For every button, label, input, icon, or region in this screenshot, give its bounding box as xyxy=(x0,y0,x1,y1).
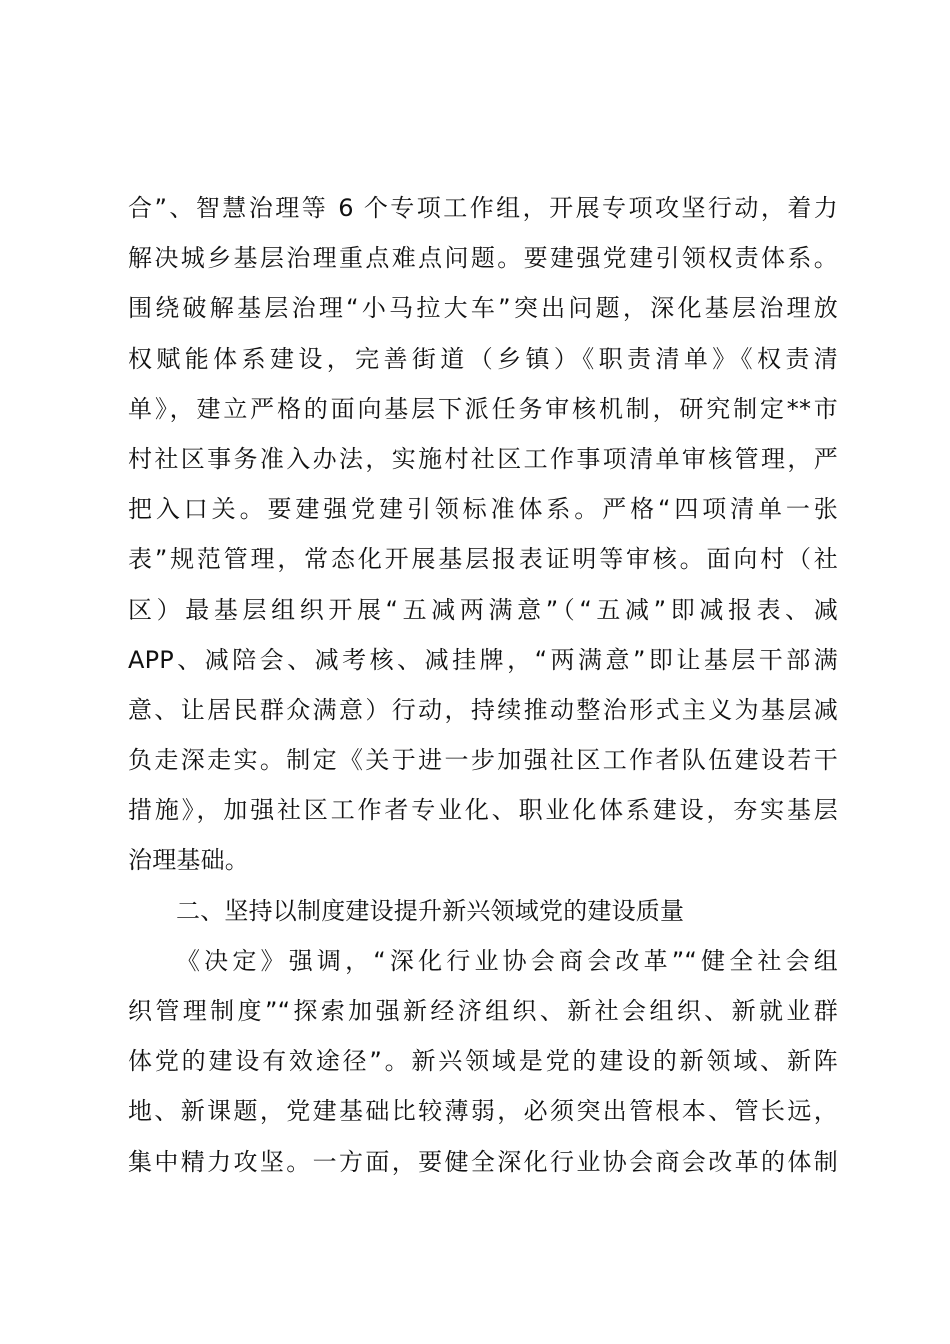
body-line: 围绕破解基层治理“小马拉大车”突出问题，深化基层治理放 xyxy=(128,294,838,323)
body-line: 负走深走实。制定《关于进一步加强社区工作者队伍建设若干 xyxy=(128,746,838,775)
paragraph-first-line: 《决定》强调，“深化行业协会商会改革”“健全社会组 xyxy=(176,946,838,975)
document-body xyxy=(128,183,838,1187)
body-line: 表”规范管理，常态化开展基层报表证明等审核。面向村（社 xyxy=(128,545,838,574)
body-line: 村社区事务准入办法，实施村社区工作事项清单审核管理，严 xyxy=(128,444,838,473)
body-line: 单》，建立严格的面向基层下派任务审核机制，研究制定**市 xyxy=(128,394,838,423)
body-line: 意、让居民群众满意）行动，持续推动整治形式主义为基层减 xyxy=(128,695,838,724)
body-line: 合”、智慧治理等 6 个专项工作组，开展专项攻坚行动，着力 xyxy=(128,194,838,222)
body-line: 权赋能体系建设，完善街道（乡镇）《职责清单》《权责清 xyxy=(128,344,838,373)
section-heading: 二、坚持以制度建设提升新兴领域党的建设质量 xyxy=(176,896,685,925)
body-line: 措施》，加强社区工作者专业化、职业化体系建设，夯实基层 xyxy=(128,796,838,825)
body-line: 地、新课题，党建基础比较薄弱，必须突出管根本、管长远， xyxy=(128,1097,838,1126)
body-line: 集中精力攻坚。一方面，要健全深化行业协会商会改革的体制 xyxy=(128,1147,838,1176)
body-line: 体党的建设有效途径”。新兴领域是党的建设的新领域、新阵 xyxy=(128,1047,838,1076)
body-line: 把入口关。要建强党建引领标准体系。严格“四项清单一张 xyxy=(128,495,838,524)
body-line: 织管理制度”“探索加强新经济组织、新社会组织、新就业群 xyxy=(128,997,838,1025)
paragraph-end-line: 治理基础。 xyxy=(128,846,249,875)
body-line: APP、减陪会、减考核、减挂牌，“两满意”即让基层干部满 xyxy=(128,645,838,674)
body-line: 区）最基层组织开展“五减两满意”（“五减”即减报表、减 xyxy=(128,595,838,624)
body-line: 解决城乡基层治理重点难点问题。要建强党建引领权责体系。 xyxy=(128,244,838,273)
